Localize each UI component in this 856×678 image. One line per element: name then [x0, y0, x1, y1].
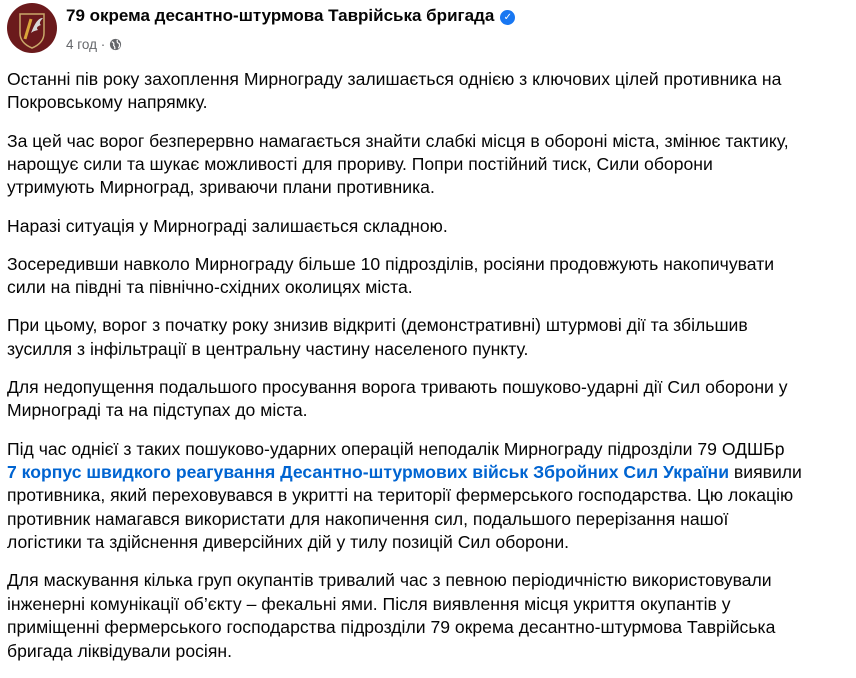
post-meta — [66, 37, 122, 52]
paragraph-line: Останні пів року захоплення Мирнограду залишається однією з ключових цілей противника на — [7, 69, 782, 89]
paragraph-line: противник намагався використати для накопичення сил, подальшого перерізання нашої — [7, 508, 729, 529]
post-paragraph — [7, 438, 852, 555]
post-paragraph — [7, 314, 852, 361]
paragraph-line: Для маскування кілька груп окупантів тривалий час з певною періодичністю використовували — [7, 570, 772, 591]
paragraph-line: зусилля з інфільтрації в центральну частину населеного пункту. — [7, 338, 529, 359]
post-header — [0, 0, 856, 68]
paragraph-line: Наразі ситуація у Мирнограді залишається складною. — [7, 215, 448, 236]
post-paragraph — [7, 130, 852, 200]
brigade-emblem-icon — [7, 3, 57, 53]
paragraph-line — [7, 461, 852, 484]
paragraph-line: Для недопущення подальшого просування ворога тривають пошуково-ударні дії Сил оборони у — [7, 377, 788, 398]
tagged-page-link[interactable]: 7 корпус швидкого реагування Десантно-штурмових військ Збройних Сил України — [7, 462, 730, 483]
paragraph-line: утримують Мирноград, зриваючи плани противника. — [7, 177, 435, 198]
paragraph-line: інженерні комунікації об’єкту – фекальні ями. Після виявлення місця укриття окупантів у — [7, 593, 731, 614]
paragraph-line: сили на півдні та північно-східних околицях міста. — [7, 277, 413, 298]
link-trailing-text: виявили — [729, 462, 802, 483]
post-time[interactable]: 4 год — [66, 37, 97, 52]
post-paragraph — [7, 215, 852, 238]
separator: · — [100, 37, 106, 52]
post-body — [7, 68, 852, 678]
paragraph-line: Мирнограді та на підступах до міста. — [7, 400, 308, 421]
post-paragraph — [7, 569, 852, 663]
paragraph-line: Покровському напрямку. — [7, 92, 208, 113]
paragraph-line: логістики та здійснення диверсійних дій у тилу позицій Сил оборони. — [7, 532, 570, 553]
verified-badge-icon: ✓ — [500, 10, 515, 25]
post-paragraph — [7, 376, 852, 423]
paragraph-line: противника, який переховувався в укритті на території фермерського господарства. Цю локацію — [7, 485, 794, 506]
post-paragraph — [7, 253, 852, 300]
paragraph-line: нарощує сили та шукає можливості для прориву. Попри постійний тиск, Сили оборони — [7, 154, 713, 175]
paragraph-line: За цей час ворог безперервно намагається знайти слабкі місця в обороні міста, змінює тактику, — [7, 130, 789, 151]
page-name-text[interactable]: 79 окрема десантно-штурмова Таврійська бригада — [66, 6, 495, 25]
paragraph-line: Під час однієї з таких пошуково-ударних операцій неподалік Мирнограду підрозділи 79 ОДШБр — [7, 438, 785, 459]
paragraph-line: бригада ліквідували росіян. — [7, 640, 232, 661]
paragraph-line: При цьому, ворог з початку року знизив відкриті (демонстративні) штурмові дії та збільшив — [7, 315, 748, 336]
paragraph-line: Зосередивши навколо Мирнограду більше 10 підрозділів, росіяни продовжують накопичувати — [7, 253, 775, 274]
paragraph-line: приміщенні фермерського господарства підрозділи 79 окрема десантно-штурмова Таврійська — [7, 617, 776, 638]
page-name[interactable] — [66, 6, 515, 26]
globe-icon — [109, 38, 122, 51]
post-paragraph — [7, 68, 852, 115]
page-avatar[interactable] — [7, 3, 57, 53]
